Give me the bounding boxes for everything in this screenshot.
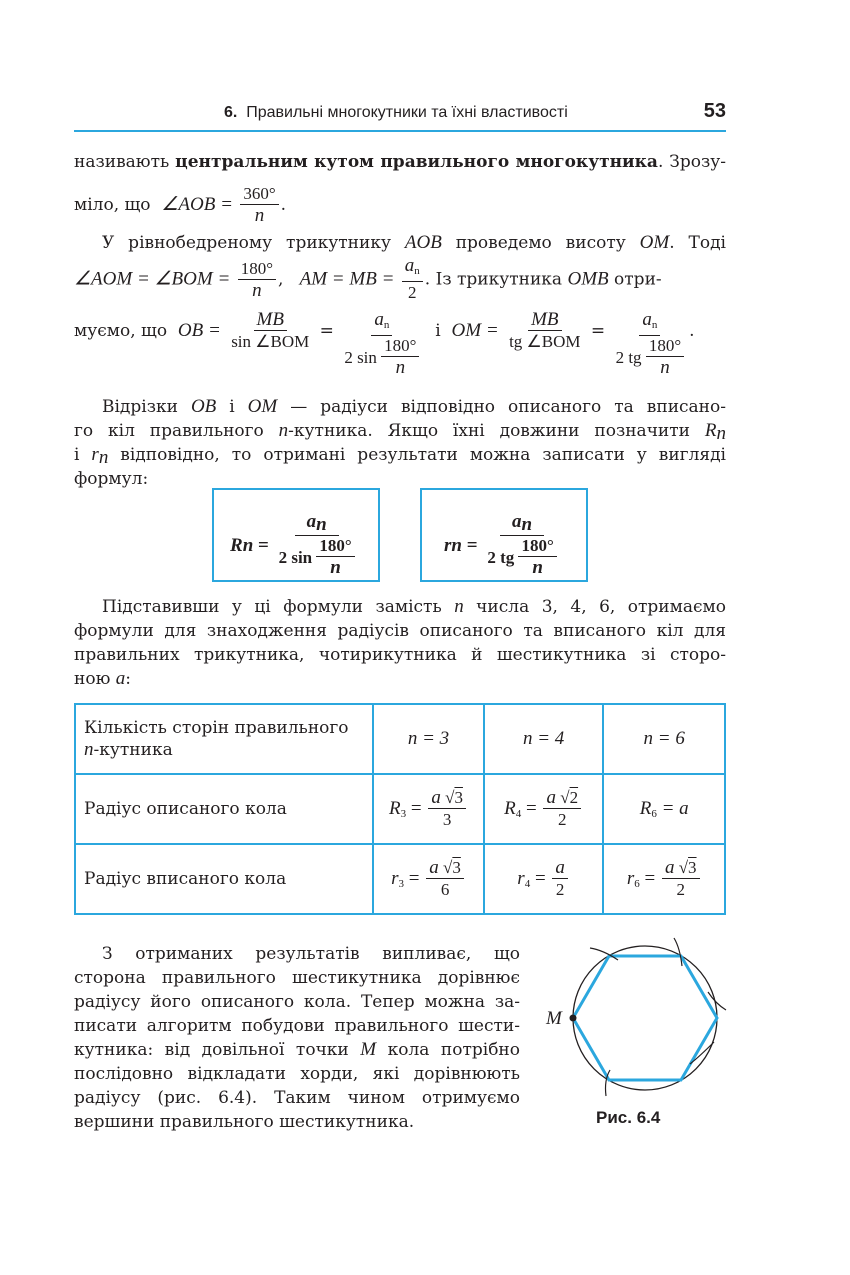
hexagon-figure <box>540 930 740 1105</box>
text-line: З отриманих результатів випливає, що <box>102 944 520 964</box>
fraction: $\frac{MB}{\text{sin ∠BOM}}$ <box>231 309 310 351</box>
table-col-n3: n = 3 <box>373 704 484 774</box>
text-line: У рівнобедреному трикутнику AOB проведемо висоту OM. Тоді <box>102 232 726 253</box>
table-col-n6: n = 6 <box>603 704 725 774</box>
point-m-label: M <box>546 1008 562 1029</box>
text-line: правильних трикутника, чотирикутника й шестикутника зі сторо- <box>74 645 726 665</box>
text-line: ною a: <box>74 668 132 689</box>
text-line: формули для знаходження радіусів описаного та вписаного кіл для <box>74 621 726 641</box>
text-line: і $r_n$ відповідно, то отримані результати можна записати у вигляді <box>74 444 726 468</box>
fraction: $a_n$ 2 tg $\frac{180^\circ}{n}$ <box>484 512 559 579</box>
fraction: $a_n$ 2 sin $\frac{180^\circ}{n}$ <box>341 310 422 379</box>
fraction: $\frac{180^\circ}{n}$ <box>238 259 276 302</box>
text-line: послідовно відкладати хорди, які дорівнюють <box>74 1064 520 1084</box>
table-row <box>75 844 725 914</box>
circumscribed-circle <box>573 946 717 1090</box>
hexagon <box>573 956 717 1080</box>
text-line: Відрізки OB і OM — радіуси відповідно описаного та вписано- <box>102 396 726 417</box>
table-row <box>75 774 725 844</box>
formula-angle: ∠AOB = <box>161 194 233 215</box>
fraction: $a_n$ 2 sin $\frac{180^\circ}{n}$ <box>276 512 358 579</box>
bold-term: центральним кутом правильного многокутника <box>175 152 658 172</box>
formula-box-R: R n = $a_n$ 2 sin $\frac{180^\circ}{n}$ <box>212 488 380 582</box>
page-header <box>74 100 726 132</box>
fraction: $a_n$ 2 tg $\frac{180^\circ}{n}$ <box>613 310 688 379</box>
text-line: ∠AOM = ∠BOM = $\frac{180^\circ}{n}$ , AM = MB = $\frac{a_n}{2}$ . Із трикутника OMB отри- <box>74 255 662 302</box>
text-line: сторона правильного шестикутника дорівнює <box>74 968 520 988</box>
chapter-heading <box>224 104 568 122</box>
table-col-n4: n = 4 <box>484 704 604 774</box>
table-row <box>75 704 725 774</box>
formula-r3: $r_3$ = $\frac{a √3}{6}$ <box>373 844 484 914</box>
text-line: радіусу (рис. 6.4). Таким чином отримуємо <box>74 1088 520 1108</box>
formula-R6: $R_6 = a$ <box>603 774 725 844</box>
formula-R4: $R_4$ = $\frac{a √2}{2}$ <box>484 774 604 844</box>
formula-r4: $r_4$ = $\frac{a}{2}$ <box>484 844 604 914</box>
table-header-cell: Кількість сторін правильного n-кутника <box>75 704 373 774</box>
text-line: називають центральним кутом правильного многокутника. Зрозу- <box>74 152 726 172</box>
text-line: формул: <box>74 469 149 489</box>
text-line: муємо, що OB = $\frac{MB}{\text{sin ∠BOM}}$ = $a_n$ 2 sin $\frac{180^\circ}{n}$ і OM = $\frac{MB}{\text{tg ∠BOM}}$ = $a_n$ 2 tg $\frac{180^\circ}{n}$ . <box>74 309 695 378</box>
formula-box-r: r n = $a_n$ 2 tg $\frac{180^\circ}{n}$ <box>420 488 588 582</box>
fraction: $\frac{360^\circ}{n}$ <box>240 184 278 227</box>
text-line: писати алгоритм побудови правильного шести- <box>74 1016 520 1036</box>
radius-table <box>74 703 726 915</box>
fraction: $\frac{MB}{\text{tg ∠BOM}}$ <box>509 309 581 351</box>
point-m <box>570 1015 577 1022</box>
chapter-title: Правильні многокутники та їхні властивості <box>246 104 568 121</box>
text-line: вершини правильного шестикутника. <box>74 1112 415 1132</box>
page-number: 53 <box>703 100 726 122</box>
table-row-label: Радіус описаного кола <box>75 774 373 844</box>
figure-caption: Рис. 6.4 <box>596 1108 661 1127</box>
text-line: міло, що ∠AOB = $\frac{360^\circ}{n}$ . <box>74 184 287 226</box>
text-line: Підставивши у ці формули замість n числа 3, 4, 6, отримаємо <box>102 596 726 617</box>
text-line: радіусу його описаного кола. Тепер можна за- <box>74 992 520 1012</box>
text-line: го кіл правильного n-кутника. Якщо їхні довжини позначити $R_n$ <box>74 420 726 444</box>
text-line: кутника: від довільної точки M кола потрібно <box>74 1039 520 1060</box>
formula-R3: $R_3$ = $\frac{a √3}{3}$ <box>373 774 484 844</box>
fraction: $\frac{a_n}{2}$ <box>402 256 423 304</box>
chapter-number: 6. <box>224 104 238 121</box>
formula-r6: $r_6$ = $\frac{a √3}{2}$ <box>603 844 725 914</box>
table-row-label: Радіус вписаного кола <box>75 844 373 914</box>
